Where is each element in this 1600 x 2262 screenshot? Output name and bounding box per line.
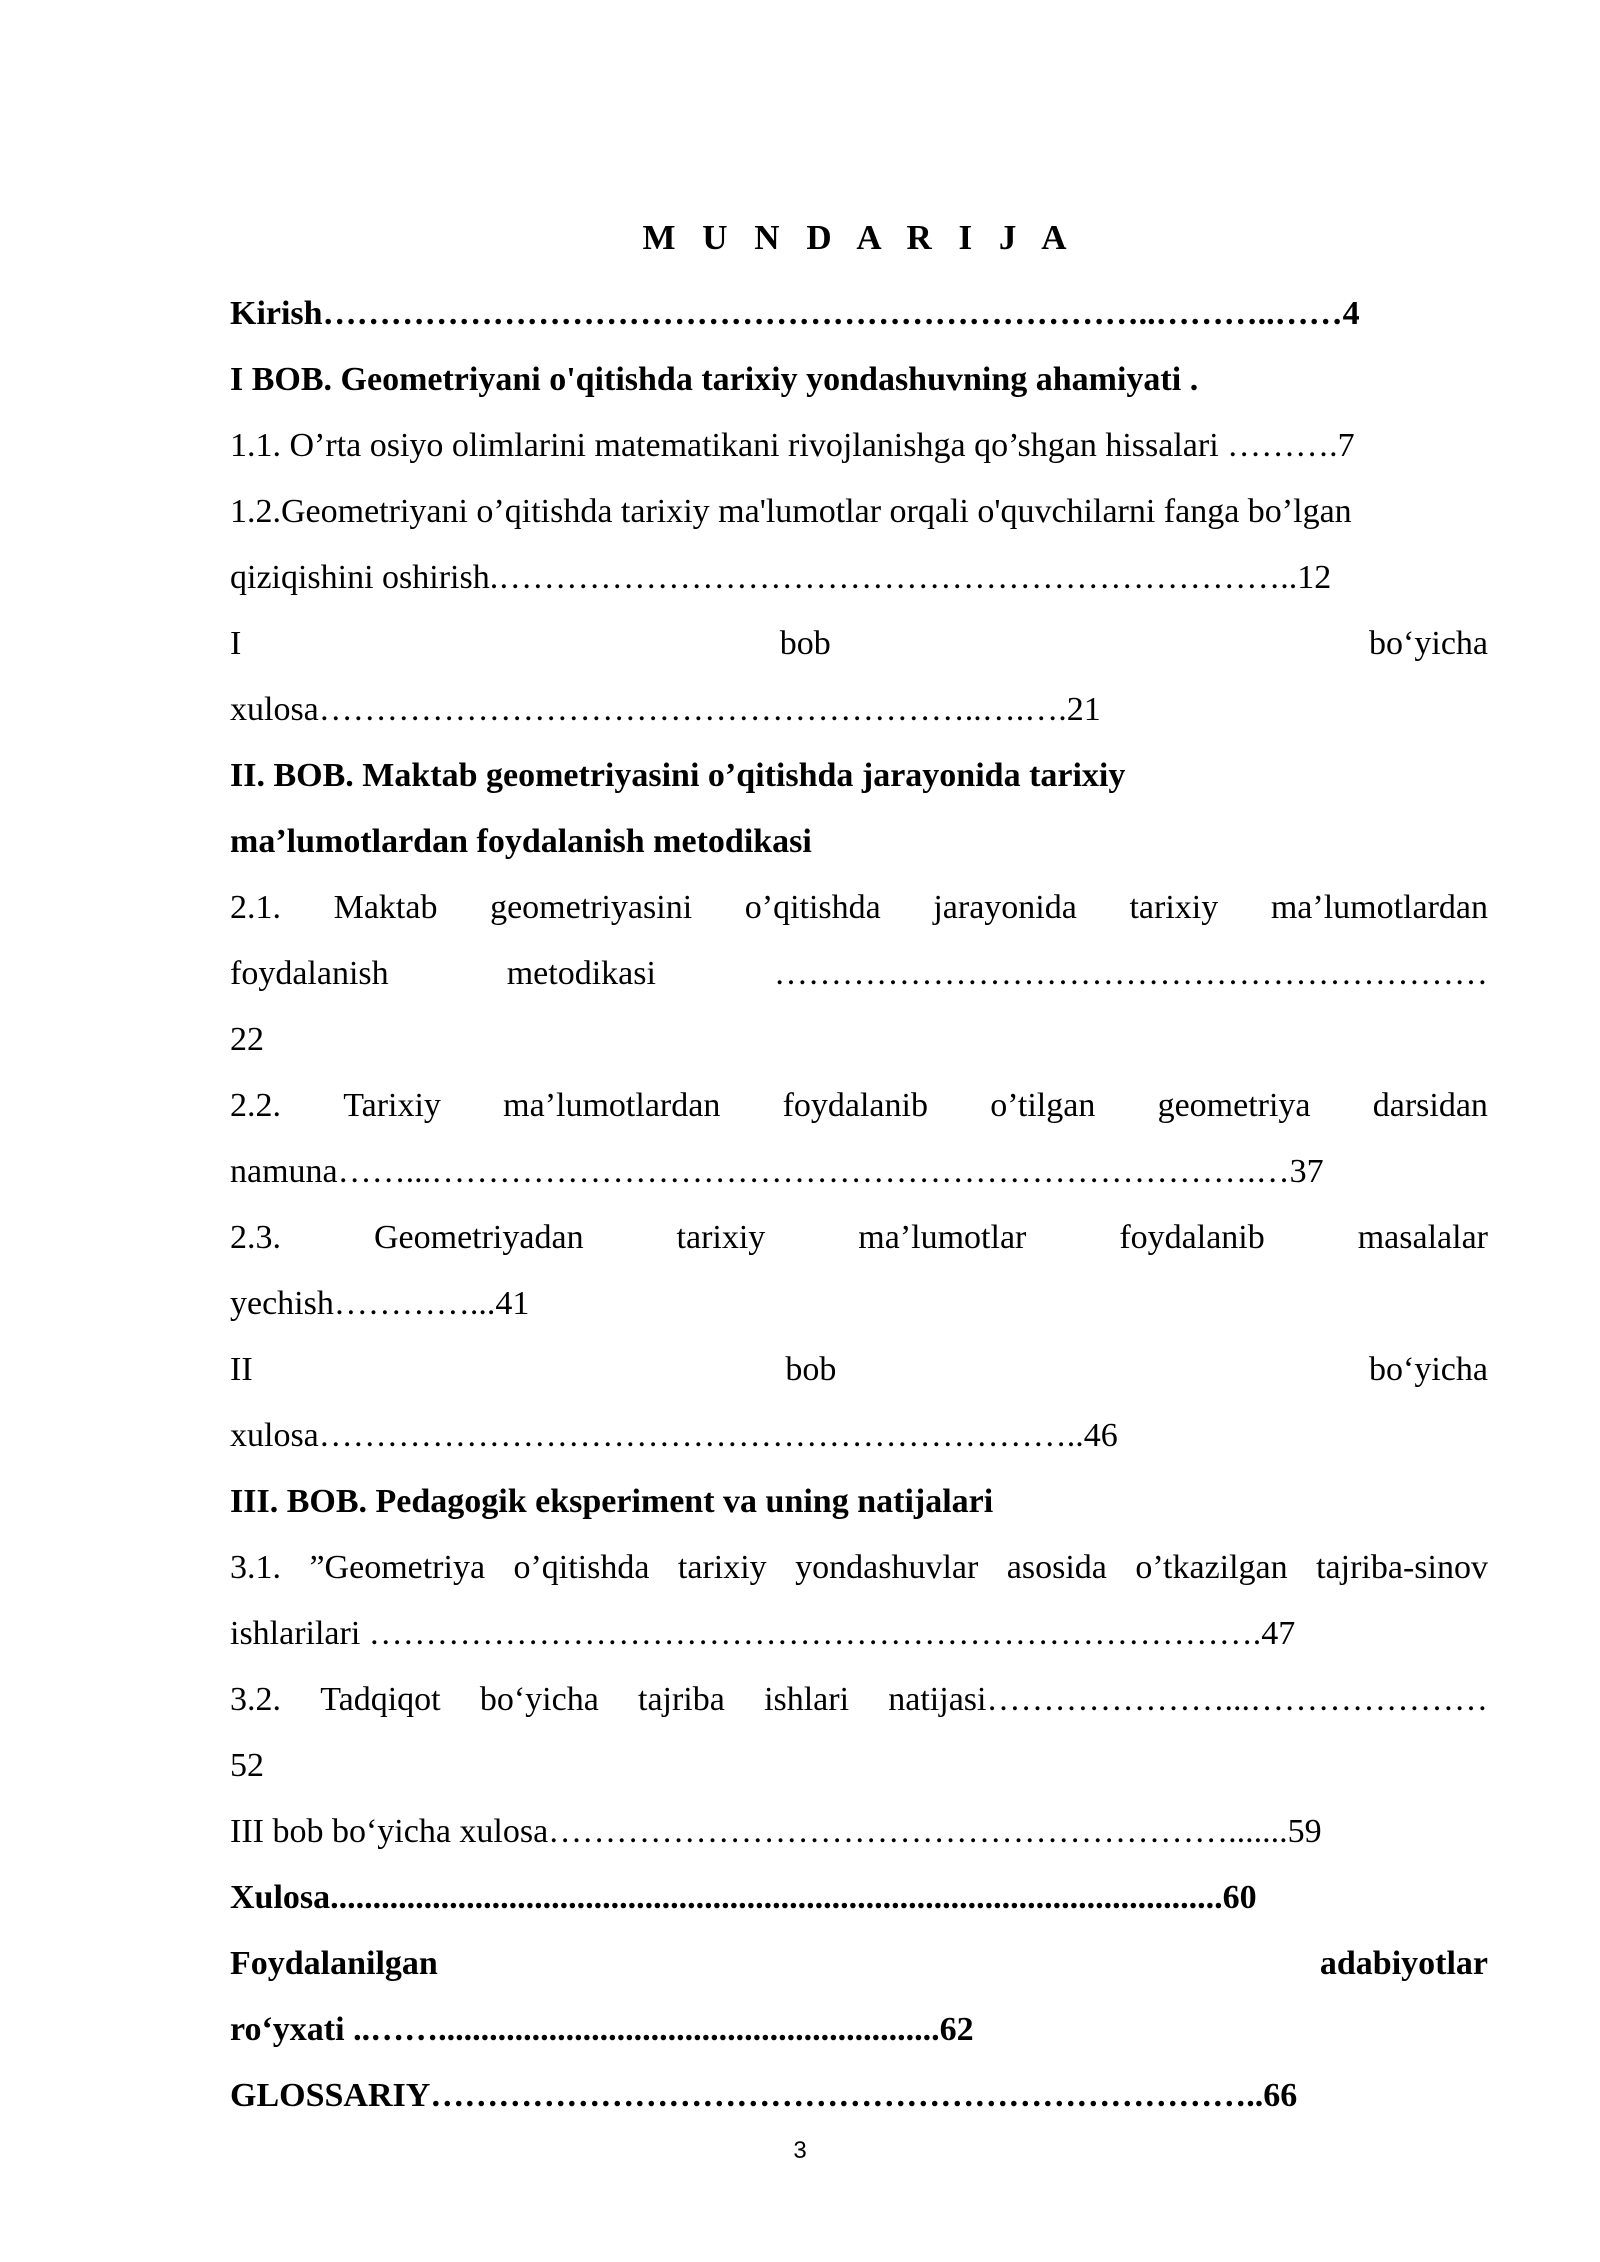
toc-line: ro‘yxati ..……...........................................................62 [230,2011,974,2048]
toc-line [230,1337,1488,1403]
toc-line-word: tajriba-sinov [1316,1549,1488,1586]
toc-line-word: bob [785,1351,837,1388]
toc-line-word: Tarixiy [343,1087,441,1124]
toc-line-word: tajriba [638,1681,725,1718]
toc-line-word: asosida [1006,1549,1107,1586]
toc-line-word: 2.3. [230,1219,281,1256]
toc-line-word: adabiyotlar [1319,1945,1488,1982]
toc-line-word: bo‘yicha [1369,625,1488,662]
table-of-contents [230,215,1488,2129]
toc-line-word: yondashuvlar [795,1549,979,1586]
toc-line-word: ma’lumotlar [858,1219,1027,1256]
toc-line-word: foydalanib [1119,1219,1265,1256]
toc-line: yechish…………...41 [230,1285,530,1322]
toc-line [230,941,1488,1007]
toc-line-word: 3.1. [230,1549,281,1586]
toc-line: ma’lumotlardan foydalanish metodikasi [230,823,812,860]
toc-line [230,1073,1488,1139]
toc-line-word: I [230,625,242,662]
toc-line: Kirish………………………………………………………………..………..……4 [230,295,1360,332]
toc-line: qiziqishini oshirish.……………………………………………………………..12 [230,559,1332,596]
toc-title: M U N D A R I J A [642,218,1076,257]
toc-line-word: II [230,1351,253,1388]
toc-line-word: jarayonida [933,889,1077,926]
toc-line [230,611,1488,677]
toc-line-word: natijasi…………………...………………… [888,1681,1488,1718]
toc-line-word: 3.2. [230,1681,281,1718]
toc-line: I BOB. Geometriyani o'qitishda tarixiy yondashuvning ahamiyati . [230,361,1199,398]
toc-line-word: foydalanish [230,955,389,992]
toc-line-word: ……………………………………………………… [774,955,1488,992]
toc-line [230,1535,1488,1601]
toc-line-word: foydalanib [782,1087,928,1124]
toc-line: namuna……...……………………………………………………………….…37 [230,1153,1324,1190]
toc-line: Xulosa.........................................................................................................60 [230,1879,1257,1916]
toc-line [230,875,1488,941]
toc-line: III. BOB. Pedagogik eksperiment va uning natijalari [230,1483,994,1520]
page-number: 3 [793,2137,807,2164]
toc-line-word: masalalar [1357,1219,1488,1256]
toc-line: xulosa…………………………………………………………..46 [230,1417,1118,1454]
toc-line: 22 [230,1021,264,1058]
toc-line-word: ”Geometriya [309,1549,486,1586]
toc-line-word: ishlari [764,1681,850,1718]
toc-line-word: ma’lumotlardan [503,1087,721,1124]
toc-line-word: ma’lumotlardan [1270,889,1488,926]
toc-line: xulosa…………………………………………………..….….21 [230,691,1101,728]
toc-line-word: 2.2. [230,1087,281,1124]
toc-line [230,1667,1488,1733]
toc-line: 52 [230,1747,264,1784]
toc-line: 1.2.Geometriyani o’qitishda tarixiy ma'lumotlar orqali o'quvchilarni fanga bo’lgan [230,493,1352,530]
toc-line: ishlarilari …………………………………………………………………….47 [230,1615,1296,1652]
toc-line: II. BOB. Maktab geometriyasini o’qitishda jarayonida tarixiy [230,757,1126,794]
toc-line-word: geometriya [1157,1087,1311,1124]
toc-line: GLOSSARIY………………………………………………………………..66 [230,2077,1298,2114]
toc-line-word: bo‘yicha [1369,1351,1488,1388]
toc-line-word: Maktab [333,889,438,926]
toc-line: III bob bo‘yicha xulosa…………………………………………………….......59 [230,1813,1322,1850]
toc-line-word: bob [779,625,831,662]
toc-line-word: Foydalanilgan [230,1945,438,1982]
toc-line [230,1931,1488,1997]
toc-line-word: o’qitishda [744,889,881,926]
toc-line-word: tarixiy [676,1219,766,1256]
toc-line-word: geometriyasini [490,889,693,926]
toc-line-word: 2.1. [230,889,281,926]
toc-line-word: Tadqiqot [320,1681,441,1718]
toc-line-word: tarixiy [677,1549,767,1586]
toc-line [230,1205,1488,1271]
toc-line: 1.1. O’rta osiyo olimlarini matematikani rivojlanishga qo’shgan hissalari ……….7 [230,427,1355,464]
toc-line-word: bo‘yicha [479,1681,599,1718]
toc-line-word: Geometriyadan [373,1219,584,1256]
toc-lines [230,281,1488,2129]
toc-line-word: darsidan [1372,1087,1488,1124]
toc-line-word: o’tkazilgan [1135,1549,1288,1586]
toc-line-word: metodikasi [506,955,656,992]
toc-line-word: o’qitishda [513,1549,650,1586]
toc-line-word: o’tilgan [990,1087,1096,1124]
toc-line-word: tarixiy [1129,889,1219,926]
